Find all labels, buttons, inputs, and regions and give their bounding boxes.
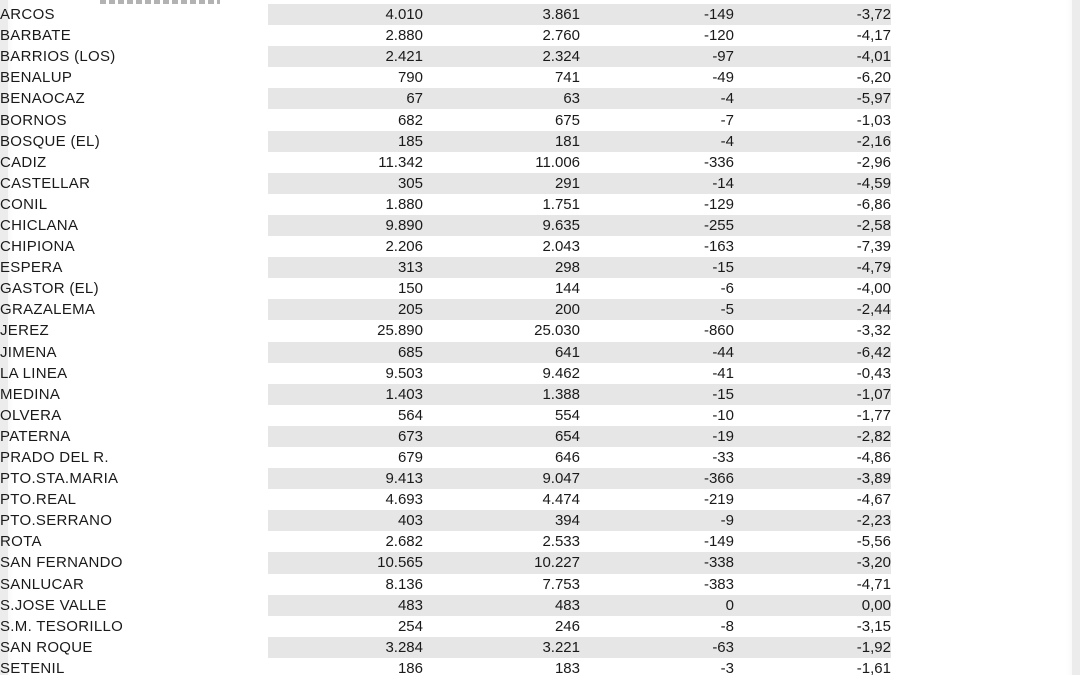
municipality-name-cell: BARBATE bbox=[0, 27, 72, 45]
municipality-name-cell: BARRIOS (LOS) bbox=[0, 48, 116, 66]
table-row bbox=[0, 363, 891, 384]
table-row bbox=[0, 67, 891, 88]
difference-cell: -44 bbox=[580, 342, 734, 363]
municipality-name-cell: SETENIL bbox=[0, 659, 65, 677]
municipality-name-cell: PRADO DEL R. bbox=[0, 449, 109, 467]
table-row bbox=[0, 531, 891, 552]
municipality-name-cell: S.M. TESORILLO bbox=[0, 617, 124, 635]
value-1-cell: 9.413 bbox=[268, 468, 423, 489]
difference-cell: -120 bbox=[703, 27, 734, 45]
value-2-cell: 4.474 bbox=[542, 491, 580, 509]
municipality-name-cell: SAN ROQUE bbox=[0, 638, 93, 656]
municipality-name-cell: PATERNA bbox=[0, 427, 71, 445]
table-row bbox=[0, 447, 891, 468]
difference-cell: -9 bbox=[580, 510, 734, 531]
percent-change-cell: -3,15 bbox=[856, 617, 891, 635]
percent-change-cell: -0,43 bbox=[856, 364, 891, 382]
table-row bbox=[0, 25, 891, 46]
value-2-cell: 1.388 bbox=[423, 384, 580, 405]
difference-cell: -63 bbox=[580, 637, 734, 658]
table-row bbox=[0, 131, 891, 152]
difference-cell: -219 bbox=[703, 491, 734, 509]
value-2-cell: 9.462 bbox=[542, 364, 580, 382]
value-2-cell: 483 bbox=[423, 595, 580, 616]
value-2-cell: 2.324 bbox=[423, 46, 580, 67]
value-2-cell: 2.533 bbox=[542, 533, 580, 551]
municipality-name-cell: SAN FERNANDO bbox=[0, 554, 123, 572]
municipality-name-cell: ESPERA bbox=[0, 259, 63, 277]
percent-change-cell: -1,77 bbox=[856, 406, 891, 424]
value-2-cell: 654 bbox=[423, 426, 580, 447]
municipality-name-cell: MEDINA bbox=[0, 385, 61, 403]
value-1-cell: 313 bbox=[268, 257, 423, 278]
value-1-cell: 254 bbox=[397, 617, 423, 635]
percent-change-cell: -2,82 bbox=[734, 426, 891, 447]
municipality-name-cell: CADIZ bbox=[0, 153, 47, 171]
difference-cell: -163 bbox=[703, 238, 734, 256]
difference-cell: -41 bbox=[712, 364, 734, 382]
table-row bbox=[0, 510, 891, 531]
difference-cell: -5 bbox=[580, 299, 734, 320]
percent-change-cell: -1,61 bbox=[856, 659, 891, 677]
difference-cell: -149 bbox=[580, 4, 734, 25]
value-1-cell: 483 bbox=[268, 595, 423, 616]
difference-cell: -6 bbox=[720, 280, 734, 298]
difference-cell: -338 bbox=[580, 552, 734, 573]
value-2-cell: 246 bbox=[554, 617, 580, 635]
municipality-data-table bbox=[0, 4, 891, 679]
percent-change-cell: -5,56 bbox=[856, 533, 891, 551]
value-1-cell: 4.010 bbox=[268, 4, 423, 25]
table-row bbox=[0, 637, 891, 658]
percent-change-cell: -6,20 bbox=[856, 69, 891, 87]
difference-cell: -8 bbox=[720, 617, 734, 635]
table-row bbox=[0, 215, 891, 236]
value-1-cell: 150 bbox=[397, 280, 423, 298]
percent-change-cell: -4,01 bbox=[734, 46, 891, 67]
municipality-name-cell: BORNOS bbox=[0, 111, 67, 129]
difference-cell: -15 bbox=[580, 257, 734, 278]
percent-change-cell: -1,92 bbox=[734, 637, 891, 658]
difference-cell: -33 bbox=[712, 449, 734, 467]
difference-cell: -3 bbox=[720, 659, 734, 677]
table-row bbox=[0, 152, 891, 173]
percent-change-cell: -4,86 bbox=[856, 449, 891, 467]
value-1-cell: 9.503 bbox=[385, 364, 423, 382]
table-row bbox=[0, 342, 891, 363]
difference-cell: -336 bbox=[703, 153, 734, 171]
value-2-cell: 200 bbox=[423, 299, 580, 320]
municipality-name-cell: OLVERA bbox=[0, 406, 62, 424]
percent-change-cell: -3,72 bbox=[734, 4, 891, 25]
table-row bbox=[0, 489, 891, 510]
percent-change-cell: -4,59 bbox=[734, 173, 891, 194]
value-2-cell: 394 bbox=[423, 510, 580, 531]
percent-change-cell: -2,96 bbox=[856, 153, 891, 171]
percent-change-cell: -1,03 bbox=[856, 111, 891, 129]
value-1-cell: 8.136 bbox=[385, 575, 423, 593]
value-1-cell: 305 bbox=[268, 173, 423, 194]
value-1-cell: 3.284 bbox=[268, 637, 423, 658]
value-2-cell: 10.227 bbox=[423, 552, 580, 573]
value-2-cell: 7.753 bbox=[542, 575, 580, 593]
table-row bbox=[0, 88, 891, 109]
percent-change-cell: -4,71 bbox=[856, 575, 891, 593]
percent-change-cell: -7,39 bbox=[856, 238, 891, 256]
percent-change-cell: -6,86 bbox=[856, 195, 891, 213]
value-2-cell: 3.221 bbox=[423, 637, 580, 658]
value-1-cell: 682 bbox=[397, 111, 423, 129]
table-row bbox=[0, 658, 891, 679]
difference-cell: -4 bbox=[580, 131, 734, 152]
municipality-name-cell: GASTOR (EL) bbox=[0, 280, 99, 298]
table-row bbox=[0, 468, 891, 489]
value-1-cell: 2.880 bbox=[385, 27, 423, 45]
municipality-name-cell: PTO.REAL bbox=[0, 491, 77, 509]
value-1-cell: 673 bbox=[268, 426, 423, 447]
value-2-cell: 183 bbox=[554, 659, 580, 677]
table-row bbox=[0, 384, 891, 405]
difference-cell: -383 bbox=[703, 575, 734, 593]
value-2-cell: 25.030 bbox=[534, 322, 580, 340]
percent-change-cell: -5,97 bbox=[734, 88, 891, 109]
value-2-cell: 646 bbox=[554, 449, 580, 467]
table-row bbox=[0, 278, 891, 299]
municipality-name-cell: GRAZALEMA bbox=[0, 301, 96, 319]
percent-change-cell: -2,44 bbox=[734, 299, 891, 320]
difference-cell: -860 bbox=[703, 322, 734, 340]
municipality-name-cell: LA LINEA bbox=[0, 364, 68, 382]
difference-cell: -149 bbox=[703, 533, 734, 551]
value-1-cell: 564 bbox=[397, 406, 423, 424]
difference-cell: -4 bbox=[580, 88, 734, 109]
value-2-cell: 741 bbox=[554, 69, 580, 87]
percent-change-cell: -2,23 bbox=[734, 510, 891, 531]
table-row bbox=[0, 299, 891, 320]
municipality-name-cell: ROTA bbox=[0, 533, 42, 551]
value-1-cell: 9.890 bbox=[268, 215, 423, 236]
difference-cell: -7 bbox=[720, 111, 734, 129]
percent-change-cell: -2,16 bbox=[734, 131, 891, 152]
table-row bbox=[0, 46, 891, 67]
difference-cell: -19 bbox=[580, 426, 734, 447]
difference-cell: -129 bbox=[703, 195, 734, 213]
table-row bbox=[0, 173, 891, 194]
difference-cell: -15 bbox=[580, 384, 734, 405]
value-2-cell: 554 bbox=[554, 406, 580, 424]
value-2-cell: 2.043 bbox=[542, 238, 580, 256]
difference-cell: -14 bbox=[580, 173, 734, 194]
value-1-cell: 10.565 bbox=[268, 552, 423, 573]
table-row bbox=[0, 574, 891, 595]
value-1-cell: 403 bbox=[268, 510, 423, 531]
difference-cell: -255 bbox=[580, 215, 734, 236]
difference-cell: -366 bbox=[580, 468, 734, 489]
page-edge-right bbox=[1072, 0, 1080, 675]
value-1-cell: 4.693 bbox=[385, 491, 423, 509]
municipality-name-cell: CASTELLAR bbox=[0, 174, 91, 192]
difference-cell: 0 bbox=[580, 595, 734, 616]
municipality-name-cell: JEREZ bbox=[0, 322, 50, 340]
value-1-cell: 186 bbox=[397, 659, 423, 677]
municipality-name-cell: S.JOSE VALLE bbox=[0, 596, 107, 614]
table-row bbox=[0, 320, 891, 341]
value-2-cell: 1.751 bbox=[542, 195, 580, 213]
difference-cell: -10 bbox=[712, 406, 734, 424]
table-row bbox=[0, 236, 891, 257]
value-2-cell: 291 bbox=[423, 173, 580, 194]
value-1-cell: 185 bbox=[268, 131, 423, 152]
value-2-cell: 641 bbox=[423, 342, 580, 363]
percent-change-cell: -4,17 bbox=[856, 27, 891, 45]
value-2-cell: 11.006 bbox=[535, 153, 580, 171]
percent-change-cell: -4,79 bbox=[734, 257, 891, 278]
value-2-cell: 675 bbox=[554, 111, 580, 129]
table-row bbox=[0, 552, 891, 573]
value-2-cell: 181 bbox=[423, 131, 580, 152]
value-2-cell: 9.047 bbox=[423, 468, 580, 489]
table-row bbox=[0, 257, 891, 278]
value-1-cell: 2.206 bbox=[385, 238, 423, 256]
value-2-cell: 9.635 bbox=[423, 215, 580, 236]
table-row bbox=[0, 426, 891, 447]
value-2-cell: 298 bbox=[423, 257, 580, 278]
table-row bbox=[0, 109, 891, 130]
value-1-cell: 1.403 bbox=[268, 384, 423, 405]
municipality-name-cell: PTO.SERRANO bbox=[0, 512, 113, 530]
value-1-cell: 2.421 bbox=[268, 46, 423, 67]
percent-change-cell: -6,42 bbox=[734, 342, 891, 363]
value-1-cell: 685 bbox=[268, 342, 423, 363]
percent-change-cell: 0,00 bbox=[734, 595, 891, 616]
value-2-cell: 144 bbox=[554, 280, 580, 298]
municipality-name-cell: JIMENA bbox=[0, 343, 57, 361]
value-1-cell: 2.682 bbox=[385, 533, 423, 551]
difference-cell: -49 bbox=[712, 69, 734, 87]
value-2-cell: 63 bbox=[423, 88, 580, 109]
municipality-name-cell: BOSQUE (EL) bbox=[0, 132, 100, 150]
percent-change-cell: -1,07 bbox=[734, 384, 891, 405]
table-row bbox=[0, 4, 891, 25]
percent-change-cell: -2,58 bbox=[734, 215, 891, 236]
value-1-cell: 790 bbox=[397, 69, 423, 87]
municipality-name-cell: PTO.STA.MARIA bbox=[0, 470, 119, 488]
value-2-cell: 2.760 bbox=[542, 27, 580, 45]
percent-change-cell: -4,00 bbox=[856, 280, 891, 298]
percent-change-cell: -4,67 bbox=[856, 491, 891, 509]
difference-cell: -97 bbox=[580, 46, 734, 67]
value-1-cell: 25.890 bbox=[377, 322, 423, 340]
municipality-name-cell: SANLUCAR bbox=[0, 575, 85, 593]
percent-change-cell: -3,20 bbox=[734, 552, 891, 573]
value-1-cell: 67 bbox=[268, 88, 423, 109]
value-1-cell: 679 bbox=[397, 449, 423, 467]
table-row bbox=[0, 194, 891, 215]
value-1-cell: 11.342 bbox=[378, 153, 423, 171]
value-1-cell: 1.880 bbox=[385, 195, 423, 213]
municipality-name-cell: BENAOCAZ bbox=[0, 90, 85, 108]
percent-change-cell: -3,89 bbox=[734, 468, 891, 489]
value-2-cell: 3.861 bbox=[423, 4, 580, 25]
municipality-name-cell: CONIL bbox=[0, 195, 48, 213]
municipality-name-cell: ARCOS bbox=[0, 6, 55, 24]
value-1-cell: 205 bbox=[268, 299, 423, 320]
percent-change-cell: -3,32 bbox=[856, 322, 891, 340]
municipality-name-cell: CHICLANA bbox=[0, 216, 79, 234]
municipality-name-cell: BENALUP bbox=[0, 69, 73, 87]
table-row bbox=[0, 405, 891, 426]
municipality-name-cell: CHIPIONA bbox=[0, 238, 75, 256]
table-row bbox=[0, 595, 891, 616]
table-row bbox=[0, 616, 891, 637]
